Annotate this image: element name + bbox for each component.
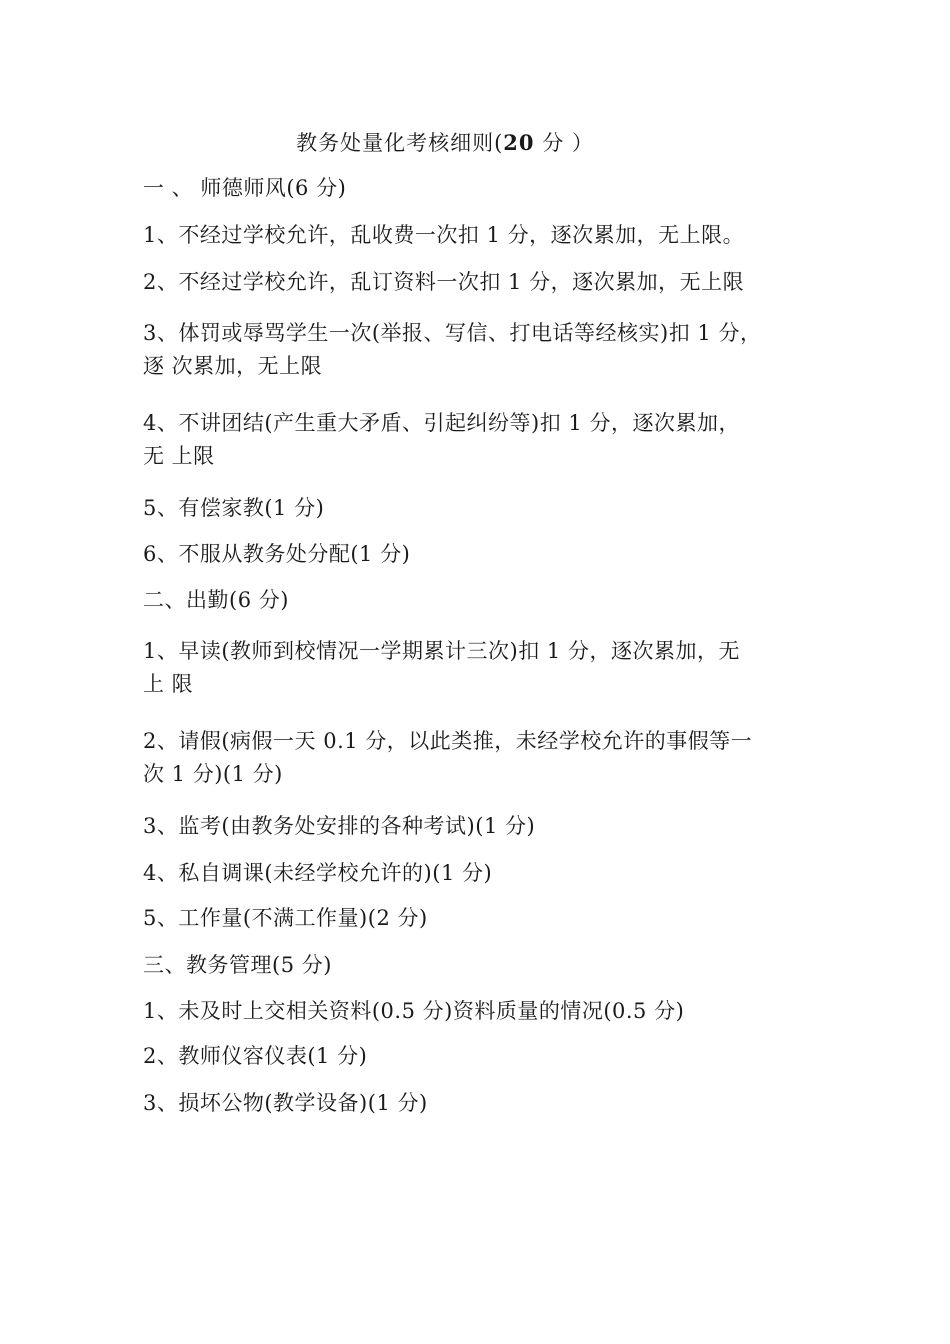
rule-line: 6、不服从教务处分配(1 分) [143,542,411,566]
rule-line: 5、工作量(不满工作量)(2 分) [143,906,428,930]
rule-line-continuation: 无 上限 [143,444,215,468]
title-score: 20 [503,130,535,155]
rule-line: 2、不经过学校允许，乱订资料一次扣 1 分，逐次累加，无上限 [143,270,745,294]
rule-line: 1、未及时上交相关资料(0.5 分)资料质量的情况(0.5 分) [143,999,685,1023]
rule-line: 1、不经过学校允许，乱收费一次扣 1 分，逐次累加，无上限。 [143,223,745,247]
rule-line: 3、损坏公物(教学设备)(1 分) [143,1091,428,1115]
rule-line: 5、有偿家教(1 分) [143,496,325,520]
title-text: 教务处量化考核细则( [296,131,504,155]
section-heading-3: 三、教务管理(5 分) [143,953,332,977]
rule-line-continuation: 上 限 [143,672,194,696]
rule-line: 2、请假(病假一天 0.1 分，以此类推，未经学校允许的事假等一 [143,729,753,753]
rule-line: 3、体罚或辱骂学生一次(举报、写信、打电话等经核实)扣 1 分， [143,321,762,345]
document-title [0,127,890,157]
rule-line-continuation: 逐 次累加，无上限 [143,354,323,378]
rule-line: 4、不讲团结(产生重大矛盾、引起纠纷等)扣 1 分，逐次累加， [143,411,740,435]
rule-line-continuation: 次 1 分)(1 分) [143,762,283,786]
rule-line: 4、私自调课(未经学校允许的)(1 分) [143,861,493,885]
rule-line: 1、早读(教师到校情况一学期累计三次)扣 1 分，逐次累加，无 [143,639,740,663]
title-tail: 分 ） [534,131,594,155]
rule-line: 2、教师仪容仪表(1 分) [143,1044,368,1068]
section-heading-1: 一 、 师德师风(6 分) [143,176,347,200]
rule-line: 3、监考(由教务处安排的各种考试)(1 分) [143,814,536,838]
section-heading-2: 二、出勤(6 分) [143,588,289,612]
